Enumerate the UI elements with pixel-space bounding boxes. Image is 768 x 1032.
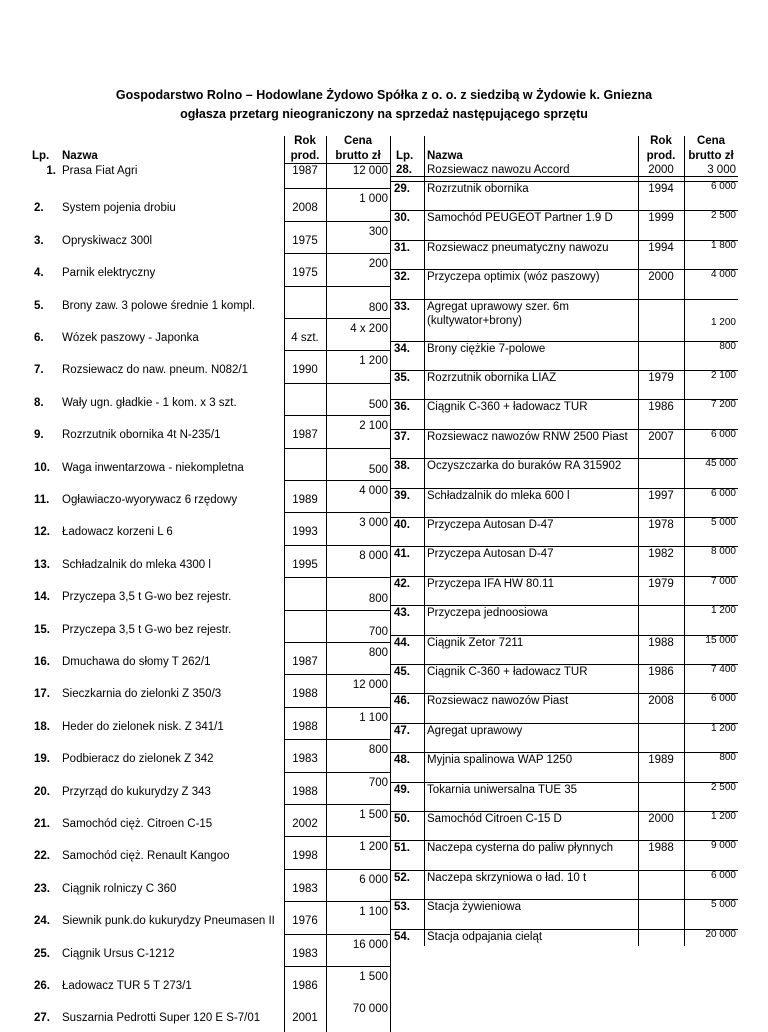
row-price: 6 000 <box>359 873 388 886</box>
row-price: 7 000 <box>710 575 736 587</box>
row-year: 1994 <box>648 183 674 195</box>
right-row-line <box>390 605 738 606</box>
row-price: 700 <box>368 776 388 789</box>
row-price: 2 500 <box>710 210 736 222</box>
row-lp: 27. <box>34 1012 50 1025</box>
row-lp: 49. <box>394 783 410 796</box>
row-year: 2008 <box>292 202 318 215</box>
row-year: 2000 <box>648 164 674 176</box>
row-year: 1998 <box>292 850 318 863</box>
row-price: 3 000 <box>359 517 388 530</box>
row-year: 1987 <box>292 165 318 177</box>
row-name: Rozrzutnik obornika <box>427 183 529 195</box>
row-year: 1983 <box>292 753 318 766</box>
left-header-price-1: Cena <box>343 135 373 147</box>
row-price: 800 <box>719 340 736 352</box>
row-lp: 24. <box>34 915 50 928</box>
row-year: 1983 <box>292 947 318 960</box>
row-price: 2 100 <box>359 420 388 433</box>
row-year: 1994 <box>648 241 674 254</box>
row-lp: 15. <box>34 623 50 636</box>
row-name: Schładzalnik do mleka 4300 l <box>62 558 211 571</box>
row-lp: 22. <box>34 850 50 863</box>
row-year: 1993 <box>292 526 318 539</box>
row-year: 1988 <box>292 688 318 701</box>
left-row-line <box>284 966 390 967</box>
row-year: 1986 <box>648 401 674 414</box>
row-name: Rozrzutnik obornika LIAZ <box>427 372 557 384</box>
row-lp: 32. <box>394 271 410 284</box>
row-lp: 7. <box>34 364 44 377</box>
row-name: Wózek paszowy - Japonka <box>62 332 199 344</box>
row-lp: 45. <box>394 666 410 678</box>
right-row-line <box>390 299 738 300</box>
row-price: 16 000 <box>352 938 388 951</box>
right-header-price-2: brutto zł <box>688 150 734 162</box>
row-year: 1999 <box>648 212 674 225</box>
row-price: 8 000 <box>359 549 388 562</box>
row-price: 500 <box>368 398 388 411</box>
row-name: Samochód Citroen C-15 D <box>427 813 562 825</box>
row-name: Przyczepa IFA HW 80.11 <box>427 577 554 590</box>
right-row-line <box>390 899 738 900</box>
row-lp: 1. <box>46 165 56 177</box>
row-name: Brony ciężkie 7-polowe <box>427 342 546 355</box>
row-year: 1989 <box>292 494 318 506</box>
left-row-line <box>284 318 390 319</box>
row-price: 1 200 <box>710 316 736 328</box>
left-row-line <box>284 739 390 740</box>
row-price: 1 200 <box>710 722 736 734</box>
row-price: 2 100 <box>710 370 736 381</box>
row-name: Ogławiaczo-wyorywacz 6 rzędowy <box>62 494 238 506</box>
right-row-line <box>390 546 738 547</box>
row-price: 6 000 <box>710 487 736 499</box>
row-name-2: (kultywator+brony) <box>427 314 522 327</box>
row-lp: 6. <box>34 332 44 344</box>
row-name: Suszarnia Pedrotti Super 120 E S-7/01 <box>62 1012 261 1025</box>
left-row-line <box>284 804 390 805</box>
row-year: 1997 <box>648 489 674 502</box>
row-price: 9 000 <box>710 840 736 852</box>
row-name: Przyczepa 3,5 t G-wo bez rejestr. <box>62 591 232 604</box>
row-price: 5 000 <box>710 517 736 528</box>
row-price: 12 000 <box>352 679 388 692</box>
row-lp: 35. <box>394 372 410 384</box>
right-row-line <box>390 693 738 694</box>
row-name: Przyczepa optimix (wóz paszowy) <box>427 271 600 284</box>
row-price: 45 000 <box>705 458 736 470</box>
row-year: 2008 <box>648 695 674 708</box>
row-year: 1990 <box>292 364 318 377</box>
row-year: 2000 <box>648 813 674 825</box>
row-year: 1982 <box>648 548 674 561</box>
left-row-line <box>284 221 390 222</box>
right-row-line <box>390 782 738 783</box>
row-price: 5 000 <box>710 899 736 911</box>
row-lp: 23. <box>34 882 50 895</box>
right-row-line <box>390 370 738 371</box>
right-row-line <box>390 752 738 753</box>
row-lp: 21. <box>34 818 50 830</box>
row-name: Przyczepa 3,5 t G-wo bez rejestr. <box>62 623 232 636</box>
row-year: 1983 <box>292 882 318 895</box>
row-name: Ładowacz TUR 5 T 273/1 <box>62 980 192 992</box>
row-name: Agregat uprawowy szer. 6m <box>427 300 569 313</box>
row-lp: 31. <box>394 241 410 254</box>
row-lp: 25. <box>34 947 50 960</box>
row-price: 6 000 <box>710 869 736 881</box>
right-row-line <box>390 429 738 430</box>
row-name: Rozsiewacz nawozu Accord <box>427 164 570 176</box>
row-lp: 2. <box>34 202 44 215</box>
left-row-line <box>284 415 390 416</box>
row-year: 1986 <box>292 980 318 992</box>
row-price: 20 000 <box>705 928 736 940</box>
left-row-line <box>284 480 390 481</box>
left-row-line <box>284 610 390 611</box>
row-lp: 8. <box>34 396 44 409</box>
row-lp: 43. <box>394 607 410 620</box>
row-year: 1975 <box>292 267 318 280</box>
row-year: 1988 <box>292 720 318 733</box>
row-price: 1 500 <box>359 971 388 983</box>
row-lp: 5. <box>34 299 44 312</box>
right-row-line <box>390 517 738 518</box>
row-lp: 40. <box>394 519 410 531</box>
right-col-line-price <box>684 136 685 946</box>
row-price: 7 200 <box>710 399 736 411</box>
row-year: 1988 <box>292 785 318 798</box>
row-lp: 9. <box>34 429 44 442</box>
row-price: 200 <box>368 258 388 271</box>
row-price: 1 500 <box>359 809 388 821</box>
row-lp: 17. <box>34 688 50 701</box>
row-name: Prasa Fiat Agri <box>62 165 138 177</box>
row-name: Rozsiewacz nawozów RNW 2500 Piast <box>427 430 628 443</box>
row-name: Schładzalnik do mleka 600 l <box>427 489 570 502</box>
row-name: Siewnik punk.do kukurydzy Pneumasen II <box>62 915 275 928</box>
left-row-line <box>284 901 390 902</box>
row-lp: 44. <box>394 636 410 649</box>
row-name: Ciągnik Zetor 7211 <box>427 636 524 649</box>
right-row-line <box>390 269 738 270</box>
right-row-line <box>390 341 738 342</box>
row-name: Tokarnia uniwersalna TUE 35 <box>427 783 578 796</box>
right-header-lp: Lp. <box>396 150 414 162</box>
row-lp: 3. <box>34 234 44 247</box>
left-row-line <box>284 188 390 189</box>
row-year: 1995 <box>292 558 318 571</box>
right-row-line <box>390 488 738 489</box>
row-year: 1976 <box>292 915 318 928</box>
row-price: 1 200 <box>359 355 388 368</box>
row-year: 4 szt. <box>291 332 319 344</box>
right-row-line <box>390 210 738 211</box>
row-name: Stacja odpajania cieląt <box>427 930 543 943</box>
row-lp: 12. <box>34 526 50 539</box>
row-name: Ciągnik rolniczy C 360 <box>62 882 177 895</box>
left-row-line <box>284 707 390 708</box>
right-header-year-2: prod. <box>646 150 676 162</box>
row-name: Przyczepa Autosan D-47 <box>427 548 554 561</box>
row-year: 1975 <box>292 234 318 247</box>
row-name: Stacja żywieniowa <box>427 901 521 914</box>
row-name: Przyczepa Autosan D-47 <box>427 519 554 531</box>
row-year: 1979 <box>648 577 674 590</box>
row-price: 800 <box>368 301 388 314</box>
row-lp: 48. <box>394 754 410 767</box>
left-row-line <box>284 934 390 935</box>
right-row-line <box>390 723 738 724</box>
row-price: 1 200 <box>359 841 388 854</box>
row-lp: 38. <box>394 460 410 473</box>
row-price: 1 000 <box>359 193 388 206</box>
right-row-line <box>390 664 738 665</box>
row-price: 6 000 <box>710 693 736 705</box>
row-lp: 47. <box>394 724 410 737</box>
row-year: 2001 <box>292 1012 318 1025</box>
row-name: Agregat uprawowy <box>427 724 523 737</box>
left-row-line <box>284 512 390 513</box>
row-lp: 28. <box>396 164 412 176</box>
row-lp: 33. <box>394 300 410 313</box>
right-col-line-name <box>424 136 425 946</box>
left-row-line <box>284 383 390 384</box>
row-price: 4 x 200 <box>350 323 388 335</box>
row-lp: 34. <box>394 342 410 355</box>
row-name: Myjnia spalinowa WAP 1250 <box>427 754 573 767</box>
row-year: 1988 <box>648 842 674 855</box>
row-lp: 20. <box>34 785 50 798</box>
row-price: 1 200 <box>710 811 736 822</box>
row-name: Oczyszczarka do buraków RA 315902 <box>427 460 622 473</box>
left-row-line <box>284 577 390 578</box>
left-header-price-2: brutto zł <box>335 150 381 162</box>
left-row-line <box>284 253 390 254</box>
row-name: Samochód cięż. Citroen C-15 <box>62 818 213 830</box>
row-price: 800 <box>368 647 388 659</box>
row-name: Waga inwentarzowa - niekompletna <box>62 461 244 474</box>
row-lp: 10. <box>34 461 50 474</box>
row-price: 7 400 <box>710 664 736 675</box>
right-row-line <box>390 840 738 841</box>
right-row-line <box>390 870 738 871</box>
row-price: 6 000 <box>710 428 736 440</box>
left-row-line <box>284 836 390 837</box>
right-row-line <box>390 399 738 400</box>
left-row-line <box>284 448 390 449</box>
left-row-line <box>284 350 390 351</box>
row-name: Parnik elektryczny <box>62 267 156 280</box>
right-row-line <box>390 929 738 930</box>
right-col-line-year <box>638 136 639 946</box>
left-col-line-right <box>390 136 391 1032</box>
right-header-name: Nazwa <box>427 150 463 162</box>
row-price: 3 000 <box>707 164 736 176</box>
row-year: 1988 <box>648 636 674 649</box>
left-row-line <box>284 545 390 546</box>
row-lp: 19. <box>34 753 50 766</box>
left-header-year-1: Rok <box>294 135 316 147</box>
row-name: Przyczepa jednoosiowa <box>427 607 548 620</box>
left-header-year-2: prod. <box>290 150 320 162</box>
row-lp: 46. <box>394 695 410 708</box>
left-col-line-price <box>326 136 327 1032</box>
row-name: Naczepa cysterna do paliw płynnych <box>427 842 614 855</box>
row-lp: 39. <box>394 489 410 502</box>
row-lp: 4. <box>34 267 44 280</box>
row-lp: 29. <box>394 183 410 195</box>
row-price: 2 500 <box>710 781 736 793</box>
row-lp: 16. <box>34 656 50 668</box>
row-year: 2000 <box>648 271 674 284</box>
left-row-line <box>284 674 390 675</box>
row-name: Samochód cięż. Renault Kangoo <box>62 850 230 863</box>
title-line-1: Gospodarstwo Rolno – Hodowlane Żydowo Spółka z o. o. z siedzibą w Żydowie k. Gniezna <box>115 88 653 102</box>
row-name: Wały ugn. gładkie - 1 kom. x 3 szt. <box>62 396 237 409</box>
row-name: System pojenia drobiu <box>62 202 176 215</box>
row-name: Rozrzutnik obornika 4t N-235/1 <box>62 429 221 442</box>
row-price: 800 <box>368 744 388 757</box>
row-price: 800 <box>719 752 736 764</box>
right-header-price-1: Cena <box>696 135 726 147</box>
row-price: 1 200 <box>710 605 736 617</box>
right-row-line <box>390 458 738 459</box>
row-price: 4 000 <box>359 485 388 497</box>
left-header-lp: Lp. <box>32 150 50 162</box>
right-row-line <box>390 240 738 241</box>
row-lp: 26. <box>34 980 50 992</box>
row-name: Ciągnik Ursus C-1212 <box>62 947 175 960</box>
left-header-name: Nazwa <box>62 150 98 162</box>
row-price: 70 000 <box>352 1003 388 1016</box>
row-price: 800 <box>368 593 388 606</box>
row-price: 12 000 <box>352 165 388 177</box>
row-price: 300 <box>368 225 388 238</box>
row-lp: 14. <box>34 591 50 604</box>
right-row-line <box>390 576 738 577</box>
row-lp: 36. <box>394 401 410 414</box>
row-year: 2007 <box>648 430 674 443</box>
right-row-line <box>390 635 738 636</box>
row-year: 1987 <box>292 656 318 668</box>
row-name: Przyrząd do kukurydzy Z 343 <box>62 785 211 798</box>
row-name: Heder do zielonek nisk. Z 341/1 <box>62 720 224 733</box>
row-lp: 50. <box>394 813 410 825</box>
row-name: Rozsiewacz do naw. pneum. N082/1 <box>62 364 249 377</box>
row-name: Samochód PEUGEOT Partner 1.9 D <box>427 212 613 225</box>
row-year: 1989 <box>648 754 674 767</box>
row-year: 1978 <box>648 519 674 531</box>
row-price: 500 <box>368 463 388 476</box>
row-lp: 52. <box>394 871 410 884</box>
row-price: 1 800 <box>710 239 736 251</box>
row-name: Opryskiwacz 300l <box>62 234 153 247</box>
row-name: Ciągnik C-360 + ładowacz TUR <box>427 666 588 678</box>
row-name: Sieczkarnia do zielonki Z 350/3 <box>62 688 222 701</box>
row-year: 1986 <box>648 666 674 678</box>
row-price: 1 100 <box>359 906 388 919</box>
row-year: 1987 <box>292 429 318 442</box>
right-row-line <box>390 811 738 812</box>
row-price: 6 000 <box>710 181 736 192</box>
row-lp: 41. <box>394 548 410 561</box>
row-lp: 11. <box>34 494 50 506</box>
title-line-2: ogłasza przetarg nieograniczony na sprzedaż następującego sprzętu <box>180 107 588 121</box>
left-col-line-year <box>284 136 285 1032</box>
row-lp: 53. <box>394 901 410 914</box>
row-name: Ładowacz korzeni L 6 <box>62 526 173 539</box>
row-year: 2002 <box>292 818 318 830</box>
row-lp: 30. <box>394 212 410 225</box>
row-lp: 42. <box>394 577 410 590</box>
row-lp: 37. <box>394 430 410 443</box>
row-name: Podbieracz do zielonek Z 342 <box>62 753 214 766</box>
row-name: Dmuchawa do słomy T 262/1 <box>62 656 211 668</box>
right-row-line <box>390 181 738 182</box>
left-row-line <box>284 869 390 870</box>
left-row-line <box>284 642 390 643</box>
row-name: Naczepa skrzyniowa o ład. 10 t <box>427 871 587 884</box>
row-lp: 51. <box>394 842 410 855</box>
row-lp: 13. <box>34 558 50 571</box>
row-price: 1 100 <box>359 711 388 724</box>
row-name: Rozsiewacz nawozów Piast <box>427 695 569 708</box>
left-row-line <box>284 772 390 773</box>
right-header-line <box>390 176 738 177</box>
row-name: Ciągnik C-360 + ładowacz TUR <box>427 401 588 414</box>
row-price: 8 000 <box>710 546 736 558</box>
right-header-year-1: Rok <box>650 135 672 147</box>
row-price: 700 <box>368 625 388 638</box>
row-lp: 54. <box>394 930 410 943</box>
left-header-line <box>284 163 390 164</box>
row-name: Brony zaw. 3 polowe średnie 1 kompl. <box>62 299 256 312</box>
row-price: 15 000 <box>705 634 736 646</box>
row-year: 1979 <box>648 372 674 384</box>
row-name: Rozsiewacz pneumatyczny nawozu <box>427 241 609 254</box>
left-row-line <box>284 286 390 287</box>
row-lp: 18. <box>34 720 50 733</box>
row-price: 4 000 <box>710 269 736 281</box>
